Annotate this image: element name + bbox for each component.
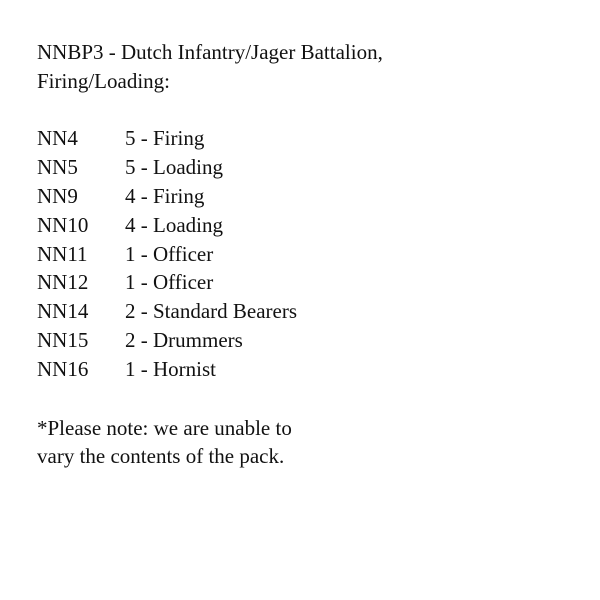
item-description: 2 - Drummers xyxy=(125,327,243,352)
pack-item-row xyxy=(37,124,600,153)
item-code: NN9 xyxy=(37,183,78,208)
item-code: NN14 xyxy=(37,299,89,324)
item-description: 1 - Officer xyxy=(125,241,214,266)
pack-note-line-1: *Please note: we are unable to xyxy=(37,415,292,440)
pack-item-row xyxy=(37,297,600,326)
item-description: 4 - Firing xyxy=(125,183,205,208)
item-description: 2 - Standard Bearers xyxy=(125,299,298,324)
item-code: NN5 xyxy=(37,155,78,180)
pack-item-row xyxy=(37,182,600,211)
pack-title xyxy=(37,38,600,96)
pack-item-row xyxy=(37,355,600,384)
item-description: 5 - Firing xyxy=(125,126,205,151)
pack-item-row xyxy=(37,268,600,297)
item-description: 4 - Loading xyxy=(125,212,223,237)
pack-note xyxy=(37,414,600,472)
item-code: NN16 xyxy=(37,356,89,381)
item-code: NN15 xyxy=(37,327,89,352)
pack-item-row xyxy=(37,240,600,269)
item-code: NN11 xyxy=(37,241,88,266)
item-description: 1 - Hornist xyxy=(125,356,216,381)
item-description: 1 - Officer xyxy=(125,270,214,295)
pack-note-line-2: vary the contents of the pack. xyxy=(37,444,285,469)
pack-title-line-1: NNBP3 - Dutch Infantry/Jager Battalion, xyxy=(37,40,383,64)
item-description: 5 - Loading xyxy=(125,155,223,180)
pack-title-line-2: Firing/Loading: xyxy=(37,68,170,93)
item-code: NN10 xyxy=(37,212,89,237)
item-code: NN12 xyxy=(37,270,89,295)
item-code: NN4 xyxy=(37,126,78,151)
pack-item-row xyxy=(37,326,600,355)
pack-item-row xyxy=(37,211,600,240)
pack-item-row xyxy=(37,153,600,182)
pack-item-list xyxy=(37,124,600,383)
